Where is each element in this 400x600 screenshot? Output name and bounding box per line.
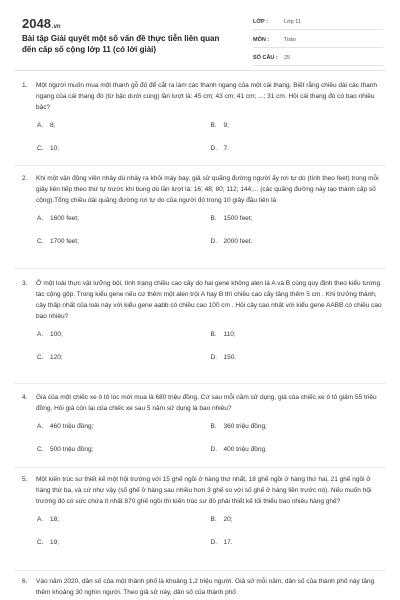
option-a[interactable]: [37, 213, 211, 224]
header-divider: [14, 70, 386, 71]
option-text: 360 triệu đồng;: [223, 423, 267, 430]
option-row: [37, 236, 384, 259]
option-b[interactable]: [211, 514, 385, 525]
question-4: [22, 392, 384, 467]
answer-options: [22, 329, 384, 375]
option-letter: A.: [37, 423, 44, 430]
meta-row-subject: [253, 33, 383, 48]
option-b[interactable]: [211, 120, 385, 131]
option-letter: D.: [210, 354, 217, 361]
option-letter: B.: [210, 215, 217, 222]
question-body: Một kiến trúc sư thiết kế một hội trường với 15 ghế ngồi ở hàng thứ nhất, 18 ghế ngồi ở hàng thứ hai, 21 ghế ngồi ở hàng thứ ba, và cứ như vậy (số ghế ở hàng sau nhiều hơn 3 ghế so với số ghế ở hàng liền trước nó). Nếu muốn hội trường đó có sức chứa ít nhất 870 ghế ngồi thì kiến trúc sư đó phải thiết kế tối thiểu bao nhiêu hàng ghế?: [36, 476, 372, 505]
answer-options: [22, 421, 384, 467]
option-a[interactable]: [37, 120, 211, 131]
option-letter: C.: [37, 446, 44, 453]
meta-panel: [253, 15, 383, 69]
option-b[interactable]: [211, 329, 385, 340]
option-text: 10;: [50, 145, 60, 152]
option-row: [37, 537, 384, 560]
answer-options: [22, 120, 384, 166]
option-letter: D.: [210, 539, 217, 546]
option-letter: A.: [37, 215, 44, 222]
option-text: 9;: [223, 122, 229, 129]
question-divider: [14, 467, 386, 468]
option-letter: C.: [37, 354, 44, 361]
option-letter: A.: [37, 122, 44, 129]
question-divider: [14, 268, 386, 269]
question-5: [22, 474, 384, 560]
site-logo[interactable]: [22, 16, 61, 31]
option-text: 8;: [50, 122, 56, 129]
question-divider: [14, 570, 386, 571]
option-text: 1500 feet;: [223, 215, 253, 222]
option-text: 110;: [223, 331, 236, 338]
question-1: [22, 80, 384, 166]
question-text: [22, 474, 384, 507]
option-row: [37, 143, 384, 166]
question-text: [22, 576, 384, 598]
option-d[interactable]: [211, 352, 385, 363]
meta-value: Lớp 11: [284, 19, 301, 25]
option-text: 17.: [223, 539, 233, 546]
logo-sub: .vn: [51, 24, 61, 30]
question-number: 5.: [22, 476, 28, 483]
option-text: 120;: [50, 354, 63, 361]
option-text: 150.: [223, 354, 237, 361]
option-letter: B.: [210, 122, 217, 129]
option-c[interactable]: [37, 537, 211, 548]
option-row: [37, 352, 384, 375]
option-a[interactable]: [37, 421, 211, 432]
option-row: [37, 120, 384, 143]
option-row: [37, 514, 384, 537]
question-number: 1.: [22, 82, 28, 89]
question-text: [22, 173, 384, 206]
meta-row-count: [253, 51, 383, 66]
option-text: 460 triệu đồng;: [50, 423, 94, 430]
option-row: [37, 444, 384, 467]
option-letter: B.: [210, 423, 217, 430]
option-c[interactable]: [37, 444, 211, 455]
option-d[interactable]: [211, 143, 385, 154]
option-b[interactable]: [211, 421, 385, 432]
document-title: Bài tập Giải quyết một số vấn đề thực tiễn liên quan đến cấp số cộng lớp 11 (có lời giải): [22, 34, 220, 54]
option-text: 500 triệu đồng;: [50, 446, 94, 453]
question-body: Một người muốn mua một thanh gỗ đủ để cắt ra làm các thanh ngang của một cái thang. Biết rằng chiều dài các thanh ngang của cái thang đó (từ bậc dưới cùng) lần lượt là: 45 cm; 43 cm; 41 cm; ...; 31 cm. Hỏi cái thang đó có bao nhiêu bậc?: [36, 82, 378, 111]
question-number: 4.: [22, 394, 28, 401]
question-divider: [14, 383, 386, 384]
option-text: 1700 feet;: [50, 238, 79, 245]
option-c[interactable]: [37, 236, 211, 247]
option-a[interactable]: [37, 329, 211, 340]
option-letter: A.: [37, 331, 44, 338]
option-row: [37, 329, 384, 352]
question-body: Khi một vận động viên nhảy dù nhảy ra khỏi máy bay, giả sử quãng đường người ấy rơi tự do (tính theo feet) trong mỗi giây liên tiếp theo thứ tự trước khi bung dù lần lượt là: 16; 48; 80; 112; 144;... (các quãng đường này tạo thành cấp số cộng).Tổng chiều dài quãng đường rơi tự do của người đó trong 10 giây đầu tiên là: [36, 175, 379, 204]
question-body: Giá của một chiếc xe ô tô lúc mới mua là 680 triệu đồng. Cứ sau mỗi năm sử dụng, giá của chiếc xe ô tô giảm 55 triệu đồng. Hỏi giá còn lại của chiếc xe sau 5 năm sử dụng là bao nhiêu?: [36, 394, 377, 412]
question-text: [22, 392, 384, 414]
option-d[interactable]: [211, 444, 385, 455]
option-letter: C.: [37, 145, 44, 152]
question-3: [22, 278, 384, 375]
option-letter: B.: [210, 331, 217, 338]
option-d[interactable]: [211, 537, 385, 548]
meta-key: SỐ CÂU :: [253, 55, 278, 61]
option-text: 2000 feet.: [223, 238, 253, 245]
option-c[interactable]: [37, 352, 211, 363]
option-letter: A.: [37, 516, 44, 523]
option-letter: C.: [37, 539, 44, 546]
question-divider: [14, 165, 386, 166]
question-number: 6.: [22, 578, 28, 585]
meta-value: Toán: [284, 37, 296, 43]
question-text: [22, 278, 384, 322]
answer-options: [22, 213, 384, 259]
meta-value: 25: [284, 55, 291, 61]
meta-row-grade: [253, 15, 383, 30]
option-text: 100;: [50, 331, 63, 338]
option-d[interactable]: [211, 236, 385, 247]
option-text: 20;: [223, 516, 233, 523]
option-text: 18;: [50, 516, 60, 523]
option-text: 19;: [50, 539, 60, 546]
option-text: 400 triệu đồng.: [223, 446, 267, 453]
option-text: 7.: [223, 145, 229, 152]
option-letter: D.: [210, 446, 217, 453]
option-row: [37, 421, 384, 444]
logo-main: 2048: [22, 16, 51, 31]
question-body: Vào năm 2020, dân số của một thành phố là khoảng 1,2 triệu người. Giả sử mỗi năm, dân số của thành phố này tăng thêm khoảng 30 nghìn người. Theo giả sử này, dân số của thành phố: [36, 578, 375, 596]
option-a[interactable]: [37, 514, 211, 525]
question-number: 3.: [22, 280, 28, 287]
question-body: Ở một loài thực vật lưỡng bội, tính trạng chiều cao cây do hai gene không alen là A và B cùng quy định theo kiểu tương tác cộng gộp. Trong kiểu gene nếu cứ thêm một alen trội A hay B thì chiều cao cây tăng thêm 5 cm . Khi trưởng thành, cây thấp nhất của loài này với kiểu gene aabb có chiều cao 100 cm . Hỏi cây cao nhất với kiểu gene AABB có chiều cao bao nhiêu?: [36, 280, 382, 320]
option-letter: C.: [37, 238, 44, 245]
option-row: [37, 213, 384, 236]
meta-key: LỚP :: [253, 19, 268, 25]
option-letter: D.: [210, 145, 217, 152]
question-2: [22, 173, 384, 259]
option-c[interactable]: [37, 143, 211, 154]
question-6: [22, 576, 384, 598]
option-text: 1600 feet;: [50, 215, 79, 222]
question-number: 2.: [22, 175, 28, 182]
option-b[interactable]: [211, 213, 385, 224]
answer-options: [22, 514, 384, 560]
question-text: [22, 80, 384, 113]
option-letter: D.: [210, 238, 217, 245]
meta-key: MÔN :: [253, 37, 270, 43]
option-letter: B.: [210, 516, 217, 523]
